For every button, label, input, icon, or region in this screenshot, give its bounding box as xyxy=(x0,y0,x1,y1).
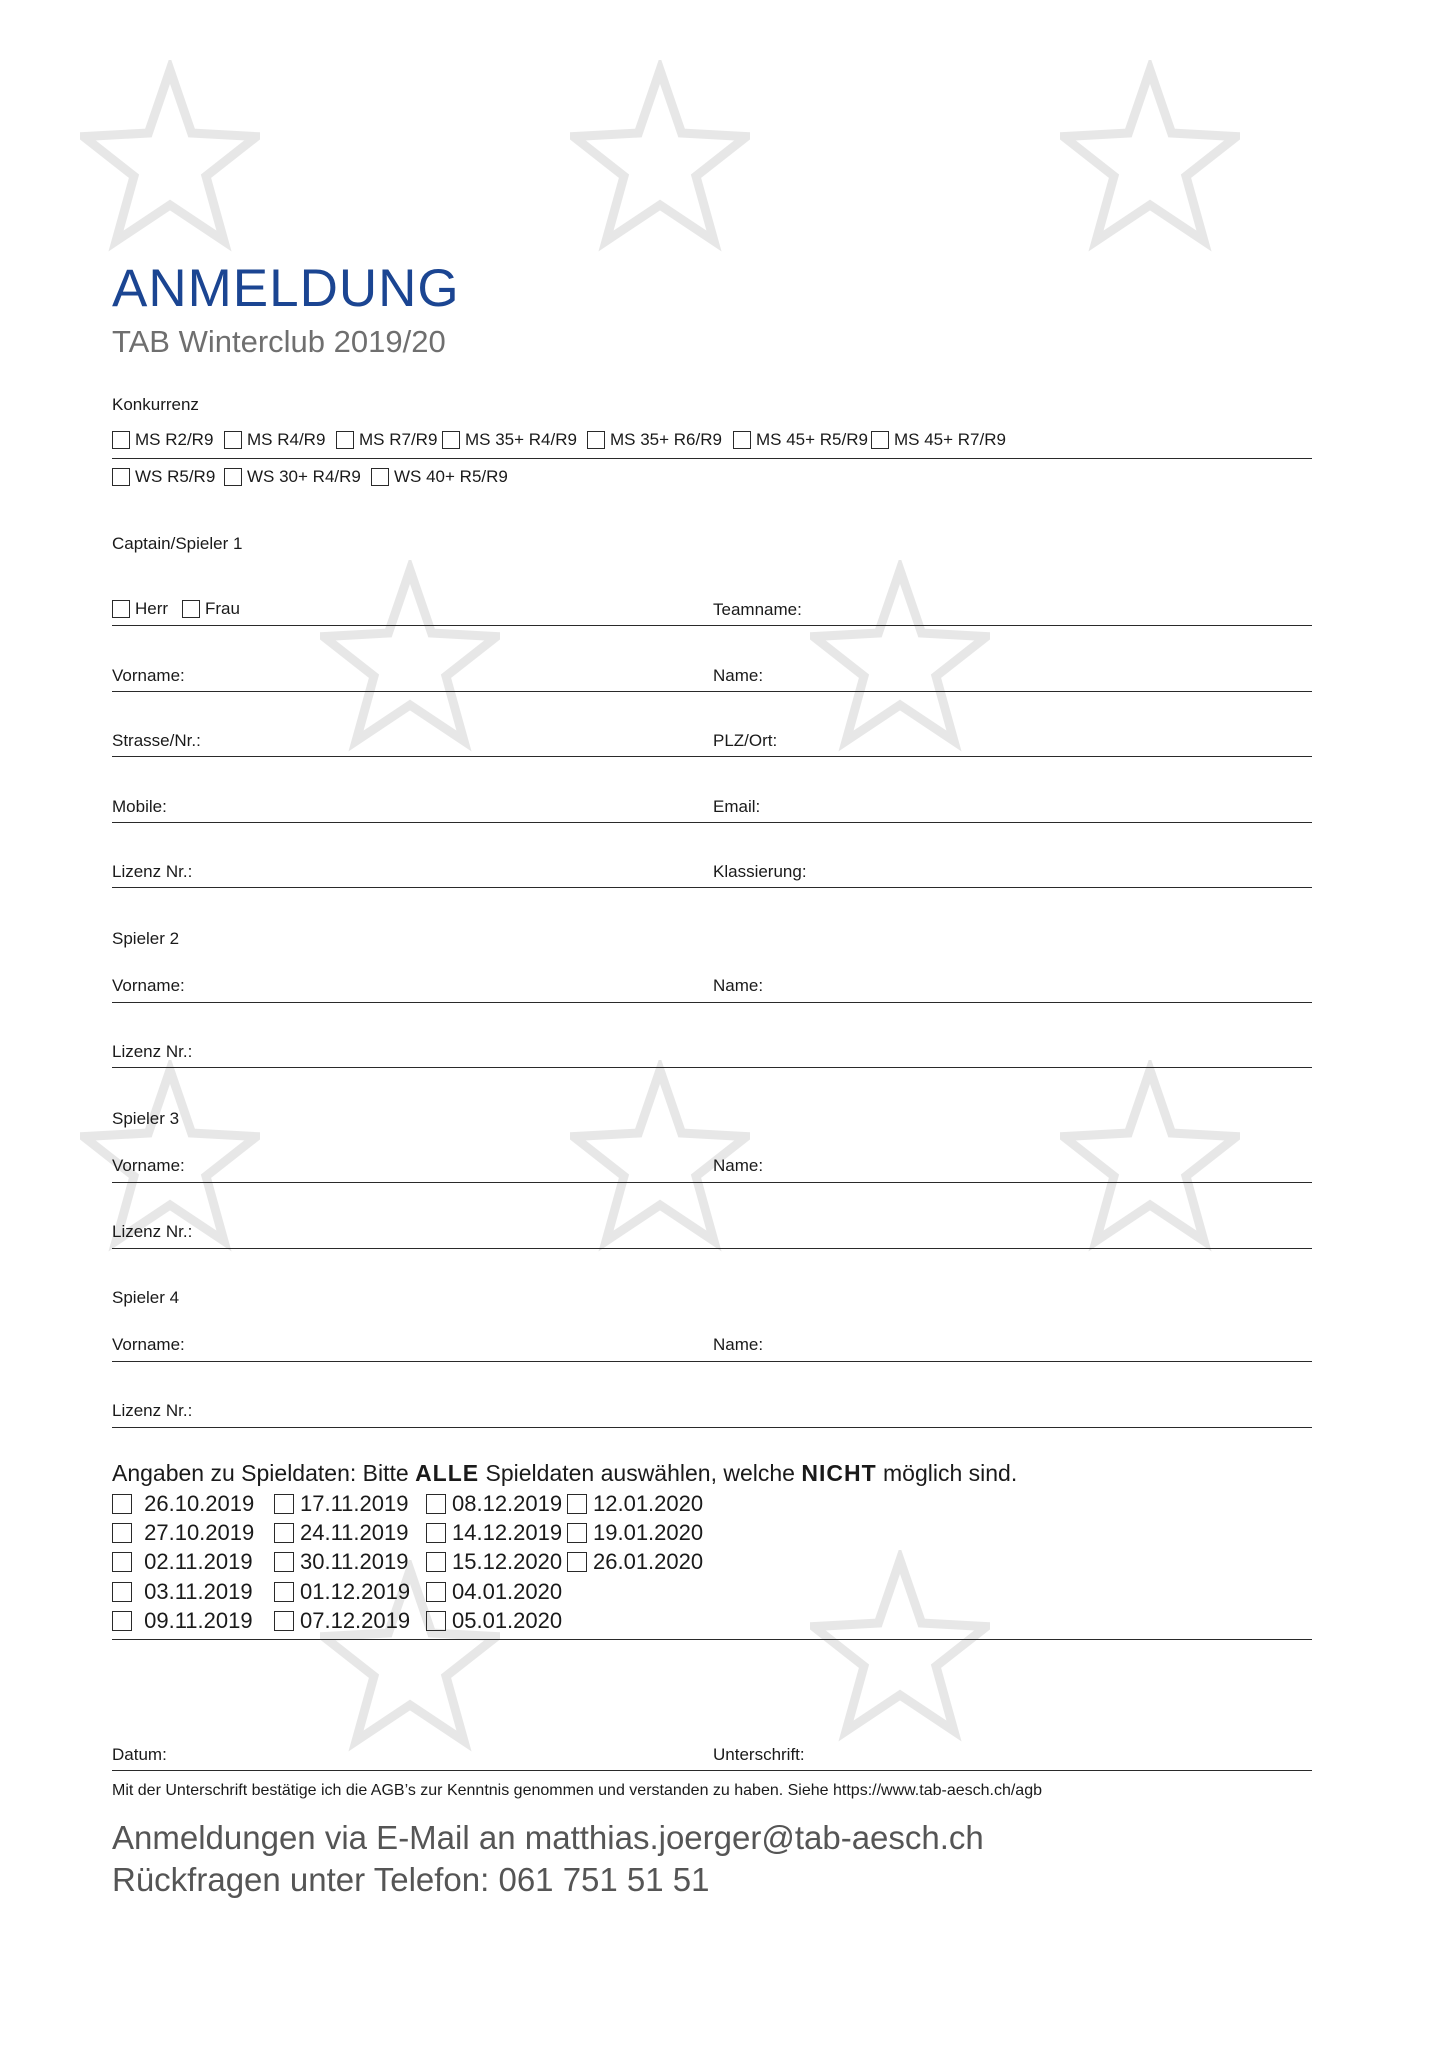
spieler3-lizenz-field[interactable] xyxy=(112,1248,1312,1249)
email-label: Email: xyxy=(713,797,761,816)
date-option[interactable]: 24.11.2019 xyxy=(274,1521,408,1545)
teamname-label: Teamname: xyxy=(713,600,802,619)
captain-name-label: Name: xyxy=(713,666,764,685)
mobile-label: Mobile: xyxy=(112,797,167,816)
checkbox[interactable] xyxy=(112,1523,132,1543)
option-ms-45-r7-r9[interactable]: MS 45+ R7/R9 xyxy=(871,430,1006,450)
checkbox[interactable] xyxy=(567,1494,587,1514)
watermark-star-icon xyxy=(570,60,750,260)
captain-lizenz-label: Lizenz Nr.: xyxy=(112,862,193,881)
captain-vorname-label: Vorname: xyxy=(112,666,185,685)
option-ms-r7-r9[interactable]: MS R7/R9 xyxy=(336,430,437,450)
spieler2-lizenz-label: Lizenz Nr.: xyxy=(112,1042,193,1061)
option-ws-30-r4-r9[interactable]: WS 30+ R4/R9 xyxy=(224,467,361,487)
date-option[interactable]: 17.11.2019 xyxy=(274,1492,408,1516)
checkbox[interactable] xyxy=(224,468,242,486)
contact-field[interactable] xyxy=(112,822,1312,823)
section-spieler3-label: Spieler 3 xyxy=(112,1109,180,1128)
checkbox[interactable] xyxy=(871,431,889,449)
option-ms-45-r5-r9[interactable]: MS 45+ R5/R9 xyxy=(733,430,868,450)
plz-ort-label: PLZ/Ort: xyxy=(713,731,778,750)
checkbox[interactable] xyxy=(274,1552,294,1572)
footer-phone: Rückfragen unter Telefon: 061 751 51 51 xyxy=(112,1861,710,1898)
checkbox[interactable] xyxy=(112,1494,132,1514)
option-ms-r2-r9[interactable]: MS R2/R9 xyxy=(112,430,213,450)
spieler2-vorname-label: Vorname: xyxy=(112,976,185,995)
checkbox[interactable] xyxy=(371,468,389,486)
date-option[interactable]: 19.01.2020 xyxy=(567,1521,703,1545)
lizenz-field[interactable] xyxy=(112,887,1312,888)
checkbox[interactable] xyxy=(112,1552,132,1572)
checkbox[interactable] xyxy=(733,431,751,449)
option-herr[interactable]: Herr xyxy=(112,599,168,619)
agb-disclaimer: Mit der Unterschrift bestätige ich die AGB’s zur Kenntnis genommen und verstanden zu haben. Siehe https://www.tab-aesch.ch/agb xyxy=(112,1782,1042,1799)
checkbox[interactable] xyxy=(112,468,130,486)
date-option[interactable]: 26.01.2020 xyxy=(567,1550,703,1574)
strasse-label: Strasse/Nr.: xyxy=(112,731,201,750)
checkbox[interactable] xyxy=(274,1611,294,1631)
spieler3-vorname-label: Vorname: xyxy=(112,1156,185,1175)
section-spieler4-label: Spieler 4 xyxy=(112,1288,180,1307)
option-ms-35-r6-r9[interactable]: MS 35+ R6/R9 xyxy=(587,430,722,450)
checkbox[interactable] xyxy=(567,1523,587,1543)
watermark-star-icon xyxy=(1060,60,1240,260)
checkbox[interactable] xyxy=(426,1494,446,1514)
spieler2-name-label: Name: xyxy=(713,976,764,995)
date-option[interactable]: 09.11.2019 xyxy=(112,1609,253,1633)
spieler3-name-label: Name: xyxy=(713,1156,764,1175)
date-option[interactable]: 12.01.2020 xyxy=(567,1492,703,1516)
date-option[interactable]: 01.12.2019 xyxy=(274,1580,410,1604)
checkbox[interactable] xyxy=(426,1523,446,1543)
spieler4-name-label: Name: xyxy=(713,1335,764,1354)
date-option[interactable]: 04.01.2020 xyxy=(426,1580,562,1604)
watermark-star-icon xyxy=(80,60,260,260)
date-option[interactable]: 03.11.2019 xyxy=(112,1580,253,1604)
unterschrift-label: Unterschrift: xyxy=(713,1745,805,1764)
signature-field[interactable] xyxy=(112,1770,1312,1771)
checkbox[interactable] xyxy=(426,1552,446,1572)
section-spieler2-label: Spieler 2 xyxy=(112,929,180,948)
spieldaten-heading: Angaben zu Spieldaten: Bitte ALLE Spieldaten auswählen, welche NICHT möglich sind. xyxy=(112,1460,1018,1486)
date-option[interactable]: 08.12.2019 xyxy=(426,1492,562,1516)
captain-name-field[interactable] xyxy=(112,691,1312,692)
date-option[interactable]: 26.10.2019 xyxy=(112,1492,254,1516)
checkbox[interactable] xyxy=(336,431,354,449)
date-option[interactable]: 07.12.2019 xyxy=(274,1609,410,1633)
date-option[interactable]: 30.11.2019 xyxy=(274,1550,408,1574)
page-subtitle: TAB Winterclub 2019/20 xyxy=(112,324,446,359)
teamname-field[interactable] xyxy=(112,625,1312,626)
footer-email: Anmeldungen via E-Mail an matthias.joerger@tab-aesch.ch xyxy=(112,1819,984,1856)
option-ms-r4-r9[interactable]: MS R4/R9 xyxy=(224,430,325,450)
checkbox[interactable] xyxy=(426,1582,446,1602)
checkbox[interactable] xyxy=(587,431,605,449)
checkbox[interactable] xyxy=(274,1582,294,1602)
spieler2-lizenz-field[interactable] xyxy=(112,1067,1312,1068)
klassierung-label: Klassierung: xyxy=(713,862,807,881)
spieler4-lizenz-label: Lizenz Nr.: xyxy=(112,1401,193,1420)
date-option[interactable]: 05.01.2020 xyxy=(426,1609,562,1633)
spieler3-lizenz-label: Lizenz Nr.: xyxy=(112,1222,193,1241)
spieler4-lizenz-field[interactable] xyxy=(112,1427,1312,1428)
watermark-star-icon xyxy=(810,560,990,760)
datum-label: Datum: xyxy=(112,1745,167,1764)
date-option[interactable]: 14.12.2019 xyxy=(426,1521,562,1545)
option-ws-r5-r9[interactable]: WS R5/R9 xyxy=(112,467,215,487)
checkbox[interactable] xyxy=(112,1611,132,1631)
spieler4-name-field[interactable] xyxy=(112,1361,1312,1362)
checkbox[interactable] xyxy=(224,431,242,449)
watermark-star-icon xyxy=(810,1550,990,1750)
divider xyxy=(112,1639,1312,1640)
date-option[interactable]: 15.12.2020 xyxy=(426,1550,562,1574)
watermark-star-icon xyxy=(320,560,500,760)
checkbox[interactable] xyxy=(426,1611,446,1631)
spieler3-name-field[interactable] xyxy=(112,1182,1312,1183)
address-field[interactable] xyxy=(112,756,1312,757)
watermark-star-icon xyxy=(1060,1060,1240,1260)
checkbox[interactable] xyxy=(182,600,200,618)
spieler2-name-field[interactable] xyxy=(112,1002,1312,1003)
page-title: ANMELDUNG xyxy=(112,259,460,318)
checkbox[interactable] xyxy=(112,600,130,618)
option-ms-35-r4-r9[interactable]: MS 35+ R4/R9 xyxy=(442,430,577,450)
checkbox[interactable] xyxy=(274,1523,294,1543)
date-option[interactable]: 27.10.2019 xyxy=(112,1521,254,1545)
date-option[interactable]: 02.11.2019 xyxy=(112,1550,253,1574)
checkbox[interactable] xyxy=(274,1494,294,1514)
checkbox[interactable] xyxy=(112,431,130,449)
checkbox[interactable] xyxy=(112,1582,132,1602)
checkbox[interactable] xyxy=(567,1552,587,1572)
spieler4-vorname-label: Vorname: xyxy=(112,1335,185,1354)
checkbox[interactable] xyxy=(442,431,460,449)
divider xyxy=(112,458,1312,459)
section-captain-label: Captain/Spieler 1 xyxy=(112,534,243,553)
option-ws-40-r5-r9[interactable]: WS 40+ R5/R9 xyxy=(371,467,508,487)
option-frau[interactable]: Frau xyxy=(182,599,240,619)
konkurrenz-label: Konkurrenz xyxy=(112,395,199,414)
